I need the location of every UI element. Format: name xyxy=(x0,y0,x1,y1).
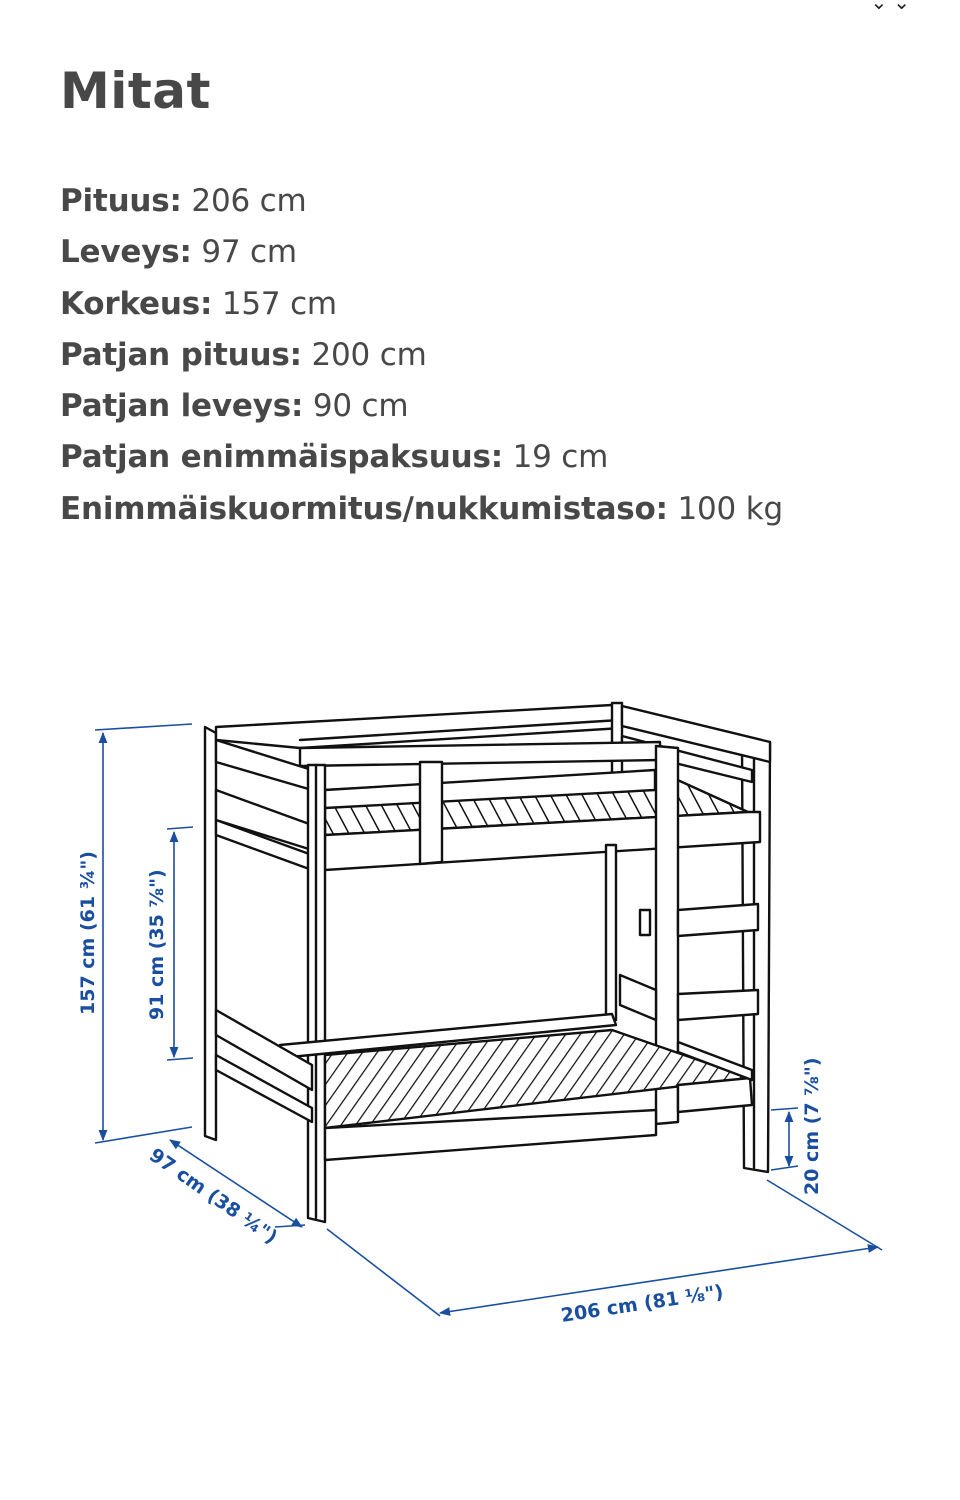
expand-icon[interactable]: ⌄⌄ xyxy=(870,0,916,14)
floor-clearance-dimension-label: 20 cm (7 ⅞") xyxy=(801,1057,823,1195)
spec-label: Enimmäiskuormitus/nukkumistaso: xyxy=(60,490,668,527)
spec-value: 90 cm xyxy=(312,388,409,425)
spec-value: 19 cm xyxy=(512,439,609,476)
spec-label: Patjan leveys: xyxy=(60,388,304,425)
spec-value: 200 cm xyxy=(311,336,427,373)
height-dimension-label: 157 cm (61 ¾") xyxy=(77,851,99,1015)
spec-label: Patjan pituus: xyxy=(60,336,302,373)
depth-dimension-label: 97 cm (38 ¼") xyxy=(145,1144,282,1249)
dimensions-list xyxy=(60,176,783,535)
bunk-bed-drawing xyxy=(205,703,770,1222)
bunk-gap-dimension-label: 91 cm (35 ⅞") xyxy=(146,869,168,1020)
spec-row-width xyxy=(60,227,783,278)
spec-label: Patjan enimmäispaksuus: xyxy=(60,439,503,476)
spec-label: Korkeus: xyxy=(60,285,213,322)
page-title: Mitat xyxy=(60,62,211,120)
spec-label: Leveys: xyxy=(60,234,192,271)
bunk-bed-dimension-diagram xyxy=(0,680,960,1360)
spec-row-mattress-thickness xyxy=(60,432,783,483)
spec-value: 157 cm xyxy=(221,285,337,322)
spec-row-mattress-width xyxy=(60,381,783,432)
spec-row-height xyxy=(60,279,783,330)
spec-row-max-load xyxy=(60,484,783,535)
spec-value: 97 cm xyxy=(201,234,297,271)
spec-label: Pituus: xyxy=(60,183,182,219)
length-dimension-label: 206 cm (81 ⅛") xyxy=(559,1280,725,1327)
spec-value: 100 kg xyxy=(677,490,783,527)
spec-value: 206 cm xyxy=(191,183,307,219)
spec-row-mattress-length xyxy=(60,330,783,381)
spec-row-length xyxy=(60,176,783,227)
